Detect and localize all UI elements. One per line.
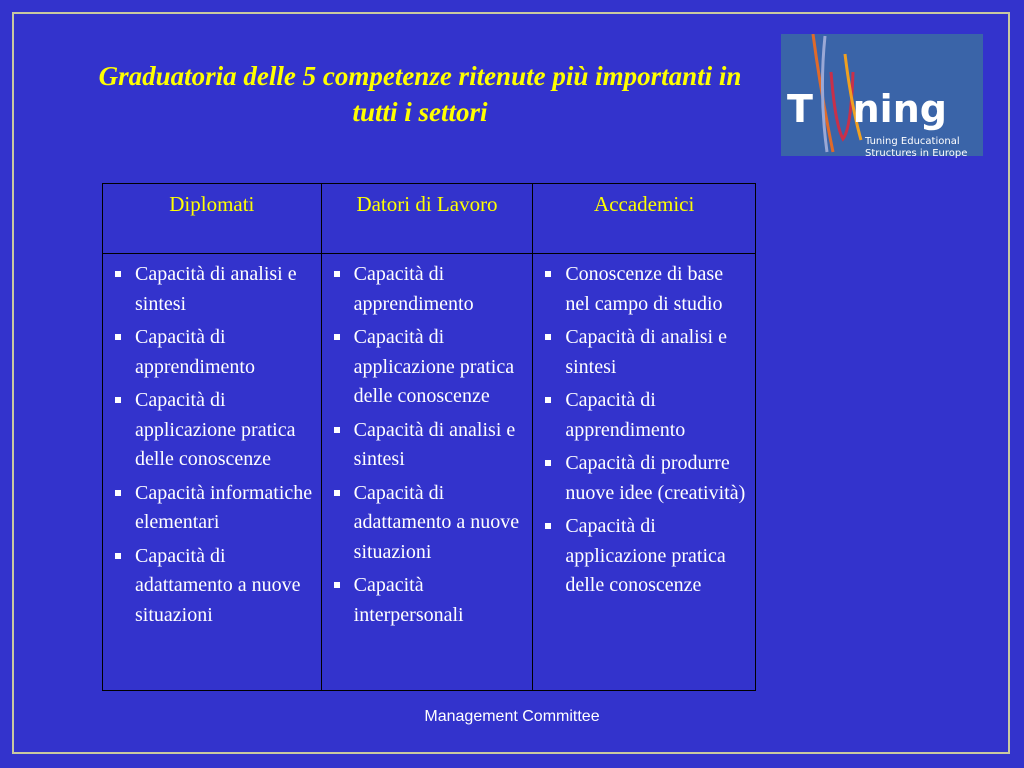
list-item: Capacità di analisi e sintesi <box>109 260 317 319</box>
list-item: Capacità di produrre nuove idee (creatività) <box>539 449 751 508</box>
logo-subtitle: Tuning Educational Structures in Europe <box>865 136 968 159</box>
list-item: Capacità di adattamento a nuove situazioni <box>109 542 317 631</box>
list-item: Capacità interpersonali <box>328 571 529 630</box>
tuning-logo <box>781 34 983 159</box>
list-item: Capacità di apprendimento <box>539 386 751 445</box>
list-item: Capacità di adattamento a nuove situazioni <box>328 479 529 568</box>
list-item: Capacità di applicazione pratica delle conoscenze <box>539 512 751 601</box>
competences-table <box>102 183 756 691</box>
column-header: Diplomati <box>103 184 322 254</box>
list-item: Capacità di applicazione pratica delle conoscenze <box>109 386 317 475</box>
column-cell-diplomati <box>103 254 322 691</box>
table-row <box>103 254 756 691</box>
list-item: Conoscenze di base nel campo di studio <box>539 260 751 319</box>
logo-wordmark: T ning <box>787 87 947 131</box>
list-item: Capacità di apprendimento <box>109 323 317 382</box>
column-cell-accademici <box>533 254 756 691</box>
list-item: Capacità di analisi e sintesi <box>539 323 751 382</box>
column-cell-datori <box>321 254 533 691</box>
table-header-row <box>103 184 756 254</box>
slide-title: Graduatoria delle 5 competenze ritenute più importanti in tutti i settori <box>98 61 742 127</box>
list-item: Capacità di analisi e sintesi <box>328 416 529 475</box>
slide-footer: Management Committee <box>424 708 600 725</box>
list-item: Capacità di apprendimento <box>328 260 529 319</box>
list-item: Capacità di applicazione pratica delle conoscenze <box>328 323 529 412</box>
column-header: Datori di Lavoro <box>321 184 533 254</box>
list-item: Capacità informatiche elementari <box>109 479 317 538</box>
column-header: Accademici <box>533 184 756 254</box>
